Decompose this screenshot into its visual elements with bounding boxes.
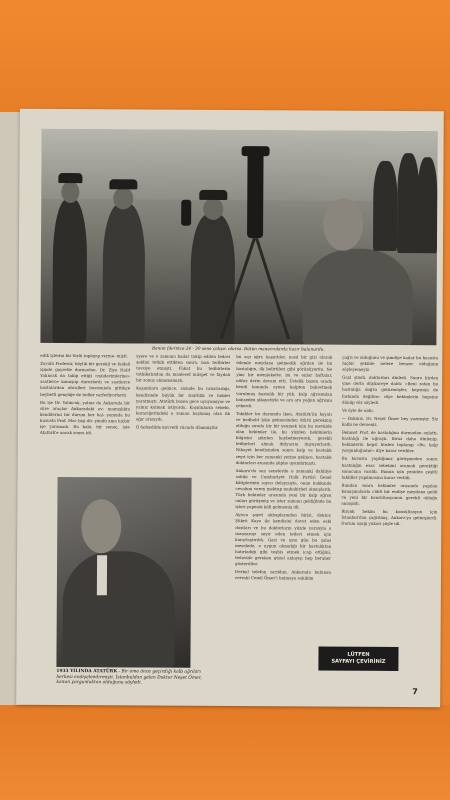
turn-page-line-1: LÜTFEN [347,651,370,658]
ataturk-suit [62,551,175,668]
paragraph: Derhal telefon sarıldım, Ankarada bulunan cerrahi Cemil Ömer'i bulmaya sahibim [234,569,332,581]
paragraph: bu sıçı ağrı; kaşıntılar, nasıl bir gizi olarak ödemle meydana gelmedik ağrılan ile bu hastalığın, ilk belirtileri gibi görünüyordu. Ne yine bir memlekette, bu ve onlar haftalar, nüfuz derin devam etti. Üstelik bazen arada kendi kanında aynen kalpten bahsetmek vurulmuş hastalık bir yük, kalp ağrısından bahseden şikayetiyle ve ara ara yoğun ağrısını çekerdi. [236,354,333,408]
paragraph: Gazi şimdi, doktorları dinledi. Sonra birden yine derin düşünceye daldı: »Beni zaten bu hastalığa doğru götürmüşler, hepsinin de farkında değilim« diye hekimlerin hepsine dönüp söz söyledi. [342,374,439,405]
portrait-caption [56,669,206,687]
paragraph: Kaşıntılara gelince, sizinde bu rahatsızlığı, kendisinde büyük bir sinirlilik ve hiddet yaratmıştı. Atatürk bazen gece uyuyamıyor ve yalnız kalmak istiyordu. Kaşıntıların sebebi, karaciğerindeki o zaman başlamış olan ilk ağır arızaydı. [135,385,231,422]
portrait-caption-label: 1933 YILINDA ATATÜRK [56,668,118,675]
orange-backdrop-top [0,0,450,120]
article-column-3 [234,354,332,695]
rangefinder-eyepiece [242,146,270,156]
shirt-collar [97,555,107,595]
magazine-page [16,109,444,708]
officer-head [113,187,133,209]
paragraph: syere ve o zamana kadar takip edilen tedavi şeklini tetkik ettikten sonra, bazı tedbirler tavsiye etmişti. Fakat bu tedbirlerin tatbikatından da maalesef müspet ve faydalı bir sonuç alınamamıştı. [136,353,231,384]
paragraph: Behmet Prof. de hastalığını durmadan anlattı, hastalığı ile uğraştı. Biraz daha dinlenip, hekimlerin hepsi birden toplanıp »Bu, kalp yorgunluğudur« diye karar verdiler. [341,429,438,454]
officer-cap [109,179,137,189]
paragraph: — Bakınız, Dr. Neşet Ömer bey yazmıştır. Siz kalbi ne derseniz. [341,415,438,427]
turn-page-line-2: SAYFAYI ÇEVİRİNİZ [331,658,386,665]
main-photo-field-officers [40,129,437,345]
article-column-4 [341,355,438,586]
paragraph: edik işlerini bir türlü toplayıp verme- mişti. [40,352,129,359]
paragraph: Ayrıca şayet ahbaplarından birisi, doktor, Şükrü Kaya ile kendisini davet eden eski dostları ve bu doktorların yüzde yarısıyla o manzarayı seyir eden tedavi etmek için kararlaştırıldı. Gazi ve aynı gün bu şahıs meselede, o uygun olmadığı bir hastalıktan hatırladığı gibi teşhis etmek icap ettiğini, tedavide gereken güzel anlayışı hep beraber gösterdiler. [235,512,332,567]
officer-figure [102,203,145,343]
article-column-2 [136,353,231,478]
page-number: 7 [412,687,418,697]
paragraph: Zavallı Profesör, böylik bir gerekli ve faideli işinde gayretle durmadan. Dr. Ziya Halit Yalıncak da takip ettiği »müdavimlerine« saatlerce konuşup dururlardı ve saatlerce hastalardan ahvalleri hususunda gittikçe heybetli gençliğe de tedbir sarfediyorlardı. [40,360,131,397]
officer-binoculars-head [203,198,223,220]
officer-binoculars-figure [190,214,235,344]
paragraph: çağrı ve olduğunu ve şimdiye kadar bu hususta hiçbir şekilde nelere benzer olduğunu söyleyemeyiz. [342,354,439,373]
officer-binoculars-cap [199,190,227,200]
paragraph: Birçok hekim bu konsültasyon için İstanbul'dan çağrılmış, Ankara'ya gelmişlerdi. Durum aşağı yukarı şöyle idi. [341,508,438,527]
paragraph: O farkedilde kuvvetli vücuda dönmüştür. [135,424,219,430]
binoculars [181,200,191,226]
paragraph: Ve öyle de oldu. [341,407,375,413]
background-soldier [373,161,398,251]
tripod-leg [255,238,290,340]
article-column-1 [40,353,131,472]
ataturk-figure [302,248,413,345]
orange-backdrop-bottom [0,705,450,800]
soldier-figure [52,199,87,343]
ataturk-portrait-photo [56,477,191,668]
ataturk-head [323,199,363,251]
soldier-head [61,181,79,203]
background-soldier [417,157,438,253]
turn-page-box [318,647,398,671]
paragraph: Bu işe Dr. Yalıncak, yalnız da Ankarada bir süre araçlar Ankaradaki ev- mamışlıkta kendilerini bir durum her hal- yanında bu hususta Prof. Mac bişi dü- şündü ama hiçbir işe yaramadı. Bu kabi, bir sonuç, işte Atatürk'e ancak sonra idi. [39,399,131,436]
ataturk-portrait-head [81,499,121,553]
soldier-cap [58,173,82,183]
paragraph: Tabibler bu durumda iken, Atatürk'ün hayatı ve bedbaht hâle gelmesinden ötürü gerekmiş olduğu sırada bir bir yenmek için bu mevkide olan hekimler ile, bu yüzden hekimlerin bilgisini gözden kaybetmeyerek, gerekli tedbirleri almak ihtiyacını duyuyorlardı. Nihayet kendisinden sonra kalp ve hastalık seyri için her zamanki yerine gelince, hastalık doktorları arasında şüphe uyandırmıştı. [235,410,332,466]
portrait-caption-text: - Bir ome önce geçirdiği kalb ağrıları herkesi endişelendirmişti. İstanbuldan gelen Doktor Neşet Ömer, kanun yorgunluktan olduğunu söyledi. [56,669,202,686]
paragraph: Bundan sonra hekimler arasında yapılan konuşmalarda ciddi bir endişe meydana geldi ve yeni bir konsültasyonun gerekli olduğu anlaşıldı. [341,482,438,506]
rangefinder-scope [247,148,264,238]
main-photo-caption: Benim fikrimce 24 - 30 sene çalışır. olursa. Bütün manevralarda hazır bulunurdu. [152,345,325,352]
paragraph: Bu hususta yaptığımız görüşmeden sonra hastalığın esas sebebini aramak gerektiği sonucuna varıldı. Bunun için yeniden çeşitli tahliller yapılmasına karar verildi. [341,456,438,480]
paragraph: Ankara'da son senelerde o zamanki dahiliye sahibi ve Cumhuriyet Halk Partisi Genel kâtiplerinin sayısı dolayısıyla, onun hakkında cevabını veren mektup muhabirleri olmuşlardı. Türk hekimler arasında yeni bir kalp ağrısı onları görüşmüş ve ister zamanı geldiğinde bu işleri yapmak kâfi gelmemiş idi. [235,467,332,510]
